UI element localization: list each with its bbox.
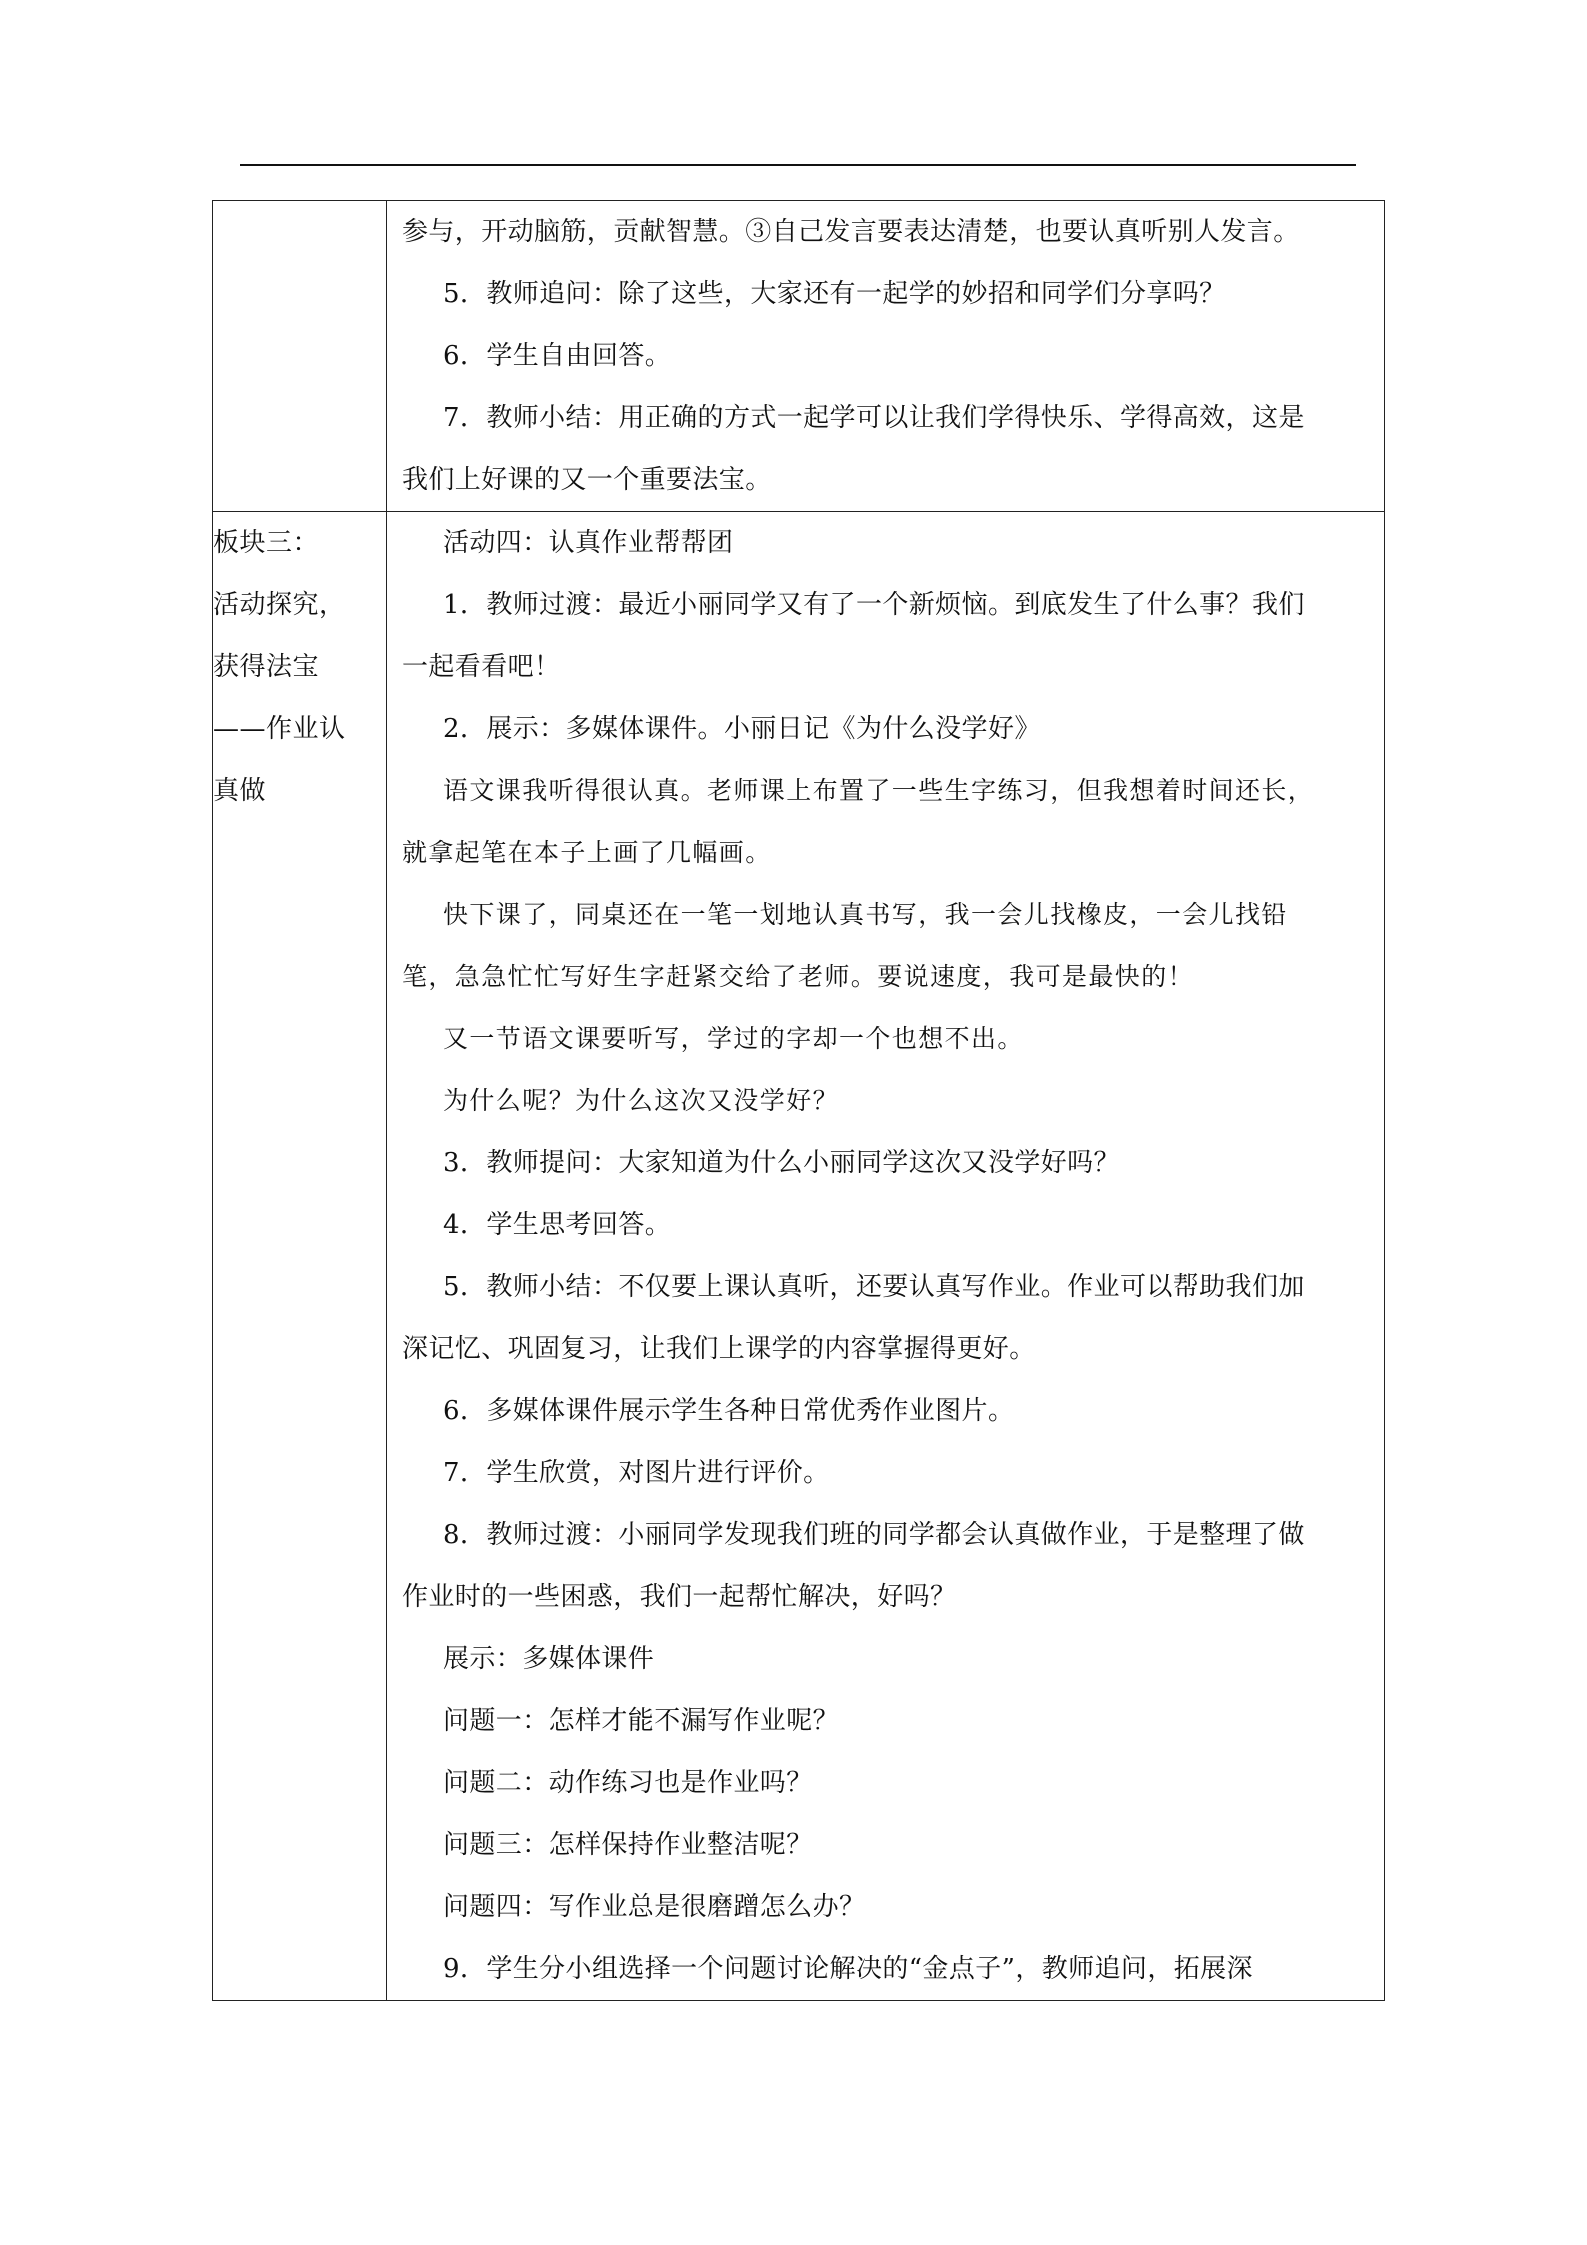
content-line: 9．学生分小组选择一个问题讨论解决的“金点子”，教师追问，拓展深: [443, 1954, 1253, 1984]
content-line: 5．教师小结：不仅要上课认真听，还要认真写作业。作业可以帮助我们加: [443, 1272, 1305, 1302]
section-label-line: 获得法宝: [213, 652, 320, 682]
content-line: 6．多媒体课件展示学生各种日常优秀作业图片。: [443, 1396, 1015, 1426]
content-line: 为什么呢？为什么这次又没学好？: [443, 1086, 840, 1115]
table-row: [213, 201, 1385, 512]
content-line: 问题二：动作练习也是作业吗？: [443, 1768, 813, 1798]
content-line: 快下课了，同桌还在一笔一划地认真书写，我一会儿找橡皮，一会儿找铅: [443, 900, 1288, 929]
content-line: 问题四：写作业总是很磨蹭怎么办？: [443, 1892, 866, 1922]
section-label-cell: [213, 201, 387, 512]
section-label-line: ——作业认: [213, 714, 346, 744]
content-line: 8．教师过渡：小丽同学发现我们班的同学都会认真做作业，于是整理了做: [443, 1520, 1305, 1550]
content-line: 就拿起笔在本子上画了几幅画。: [402, 838, 772, 867]
content-line: 活动四：认真作业帮帮团: [443, 528, 734, 558]
content-line: 5．教师追问：除了这些，大家还有一起学的妙招和同学们分享吗？: [443, 279, 1226, 309]
content-line: 展示：多媒体课件: [443, 1644, 655, 1674]
content-line: 我们上好课的又一个重要法宝。: [402, 465, 772, 495]
content-line: 作业时的一些困惑，我们一起帮忙解决，好吗？: [402, 1582, 957, 1612]
content-line: 又一节语文课要听写，学过的字却一个也想不出。: [443, 1024, 1024, 1053]
section-label-cell: [213, 512, 387, 2001]
content-line: 6．学生自由回答。: [443, 341, 672, 371]
content-line: 2．展示：多媒体课件。小丽日记《为什么没学好》: [443, 714, 1041, 744]
content-line: 语文课我听得很认真。老师课上布置了一些生字练习，但我想着时间还长，: [443, 776, 1315, 805]
content-line: 3．教师提问：大家知道为什么小丽同学这次又没学好吗？: [443, 1148, 1120, 1178]
content-line: 一起看看吧！: [402, 652, 561, 682]
content-line: 参与，开动脑筋，贡献智慧。③自己发言要表达清楚，也要认真听别人发言。: [402, 217, 1300, 247]
content-line: 深记忆、巩固复习，让我们上课学的内容掌握得更好。: [402, 1334, 1036, 1364]
content-line: 4．学生思考回答。: [443, 1210, 672, 1240]
content-line: 1．教师过渡：最近小丽同学又有了一个新烦恼。到底发生了什么事？我们: [443, 590, 1305, 620]
header-rule: [240, 164, 1356, 166]
content-cell: [387, 512, 1385, 2001]
content-cell: [387, 201, 1385, 512]
section-label-line: 真做: [213, 776, 267, 806]
content-line: 笔，急急忙忙写好生字赶紧交给了老师。要说速度，我可是最快的！: [402, 962, 1195, 991]
content-line: 问题一：怎样才能不漏写作业呢？: [443, 1706, 840, 1736]
content-line: 7．学生欣赏，对图片进行评价。: [443, 1458, 830, 1488]
table-row: [213, 512, 1385, 2001]
section-label-line: 板块三：: [213, 528, 320, 558]
content-line: 7．教师小结：用正确的方式一起学可以让我们学得快乐、学得高效，这是: [443, 403, 1305, 433]
lesson-plan-table: [212, 200, 1385, 2001]
content-line: 问题三：怎样保持作业整洁呢？: [443, 1830, 813, 1860]
section-label-line: 活动探究，: [213, 590, 346, 620]
